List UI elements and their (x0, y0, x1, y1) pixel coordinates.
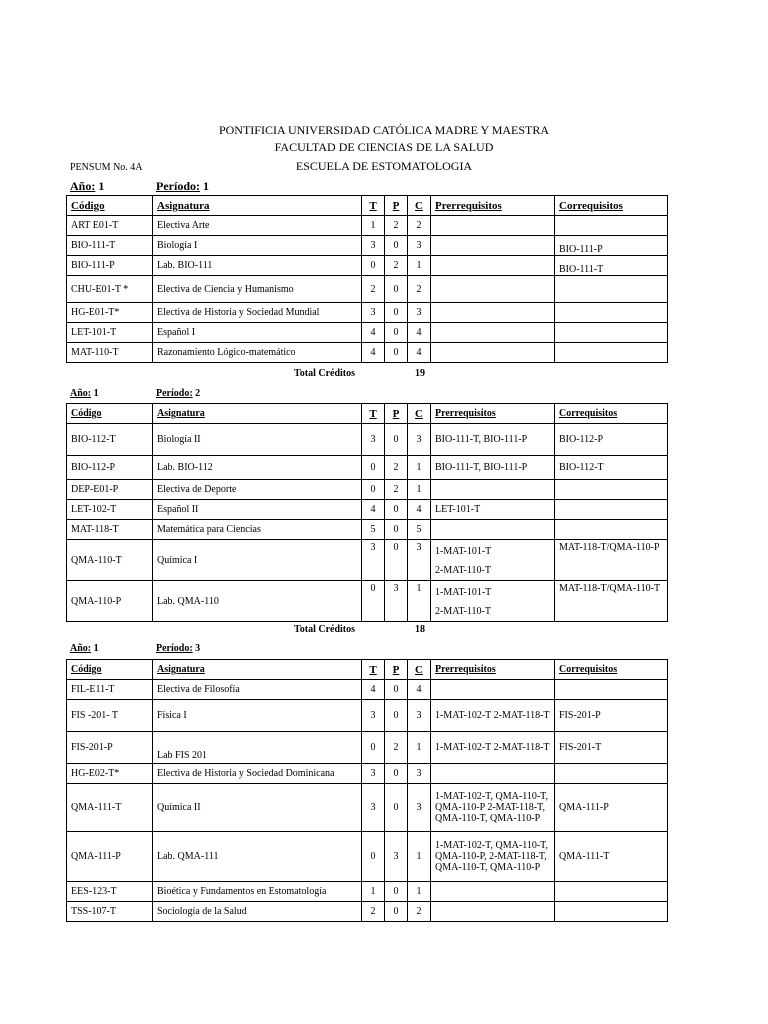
course-coreq (555, 500, 668, 520)
course-prereq (431, 882, 555, 902)
course-code: LET-102-T (67, 500, 153, 520)
course-coreq: FIS-201-P (555, 700, 668, 732)
course-coreq (555, 216, 668, 236)
col-p: P (385, 404, 408, 424)
course-name: Lab. BIO-111 (153, 256, 362, 276)
table-row (67, 700, 668, 732)
table-row (67, 902, 668, 922)
course-p: 2 (385, 480, 408, 500)
col-p: P (385, 196, 408, 216)
course-t: 1 (362, 882, 385, 902)
course-name: Matemática para Ciencias (153, 520, 362, 540)
course-p: 3 (385, 832, 408, 882)
period-value: 1 (203, 179, 209, 193)
course-c: 2 (408, 276, 431, 303)
course-p: 0 (385, 882, 408, 902)
course-name: Sociología de la Salud (153, 902, 362, 922)
table-row (67, 732, 668, 764)
table-row (67, 276, 668, 303)
course-p: 0 (385, 343, 408, 363)
total-credits-value-p2: 18 (415, 624, 425, 635)
course-code: TSS-107-T (67, 902, 153, 922)
course-code: QMA-110-T (67, 540, 153, 581)
course-p: 0 (385, 424, 408, 456)
course-code: QMA-111-P (67, 832, 153, 882)
course-code: BIO-112-P (67, 456, 153, 480)
course-c: 5 (408, 520, 431, 540)
table-row (67, 540, 668, 581)
course-t: 0 (362, 581, 385, 622)
course-t: 1 (362, 216, 385, 236)
course-t: 0 (362, 832, 385, 882)
course-p: 0 (385, 500, 408, 520)
course-c: 3 (408, 303, 431, 323)
course-prereq (431, 581, 555, 622)
course-code: EES-123-T (67, 882, 153, 902)
table-row (67, 256, 668, 276)
col-codigo: Código (67, 404, 153, 424)
course-p: 0 (385, 303, 408, 323)
course-name: Biología I (153, 236, 362, 256)
course-name: Español I (153, 323, 362, 343)
course-prereq: 1-MAT-102-T, QMA-110-T, QMA-110-P 2-MAT-118-T, QMA-110-T, QMA-110-P (431, 784, 555, 832)
course-name: Bioética y Fundamentos en Estomatología (153, 882, 362, 902)
col-correq: Correquisitos (555, 404, 668, 424)
col-c: C (408, 196, 431, 216)
table-row (67, 424, 668, 456)
course-p: 0 (385, 784, 408, 832)
course-p: 0 (385, 700, 408, 732)
course-coreq: BIO-111-P (555, 236, 668, 256)
course-coreq: BIO-112-T (555, 456, 668, 480)
course-code: FIS -201- T (67, 700, 153, 732)
table-row (67, 236, 668, 256)
course-name: Física I (153, 700, 362, 732)
header-row (67, 196, 668, 216)
course-prereq (431, 256, 555, 276)
table-row (67, 581, 668, 622)
col-c: C (408, 660, 431, 680)
col-asignatura: Asignatura (153, 404, 362, 424)
total-credits-label-p2: Total Créditos (294, 624, 356, 635)
course-c: 4 (408, 343, 431, 363)
course-coreq: QMA-111-T (555, 832, 668, 882)
course-name: Electiva de Historia y Sociedad Dominicana (153, 764, 362, 784)
course-prereq (431, 276, 555, 303)
header-row (67, 404, 668, 424)
year-label-p3 (70, 643, 99, 654)
course-t: 4 (362, 323, 385, 343)
course-coreq: QMA-111-P (555, 784, 668, 832)
school-title: ESCUELA DE ESTOMATOLOGIA (295, 159, 473, 173)
course-t: 3 (362, 540, 385, 581)
course-prereq (431, 216, 555, 236)
total-credits-value-p1: 19 (415, 368, 425, 379)
course-t: 0 (362, 256, 385, 276)
course-prereq: LET-101-T (431, 500, 555, 520)
course-name: Lab. QMA-111 (153, 832, 362, 882)
course-name: Lab FIS 201 (153, 732, 362, 764)
course-prereq (431, 343, 555, 363)
course-code: BIO-111-P (67, 256, 153, 276)
table-row (67, 832, 668, 882)
course-coreq: BIO-111-T (555, 256, 668, 276)
col-codigo: Código (67, 196, 153, 216)
period-3-table (66, 659, 668, 922)
course-c: 3 (408, 540, 431, 581)
course-code: QMA-110-P (67, 581, 153, 622)
course-c: 2 (408, 216, 431, 236)
course-c: 3 (408, 424, 431, 456)
course-prereq: 1-MAT-102-T 2-MAT-118-T (431, 732, 555, 764)
course-code: FIS-201-P (67, 732, 153, 764)
course-p: 0 (385, 323, 408, 343)
col-asignatura: Asignatura (153, 196, 362, 216)
course-code: HG-E02-T* (67, 764, 153, 784)
col-prerreq: Prerrequisitos (431, 196, 555, 216)
course-t: 5 (362, 520, 385, 540)
course-c: 4 (408, 323, 431, 343)
course-prereq (431, 902, 555, 922)
col-prerreq: Prerrequisitos (431, 404, 555, 424)
course-t: 2 (362, 276, 385, 303)
prereq-line-1: 1-MAT-101-T (435, 587, 492, 598)
course-coreq: MAT-118-T/QMA-110-T (555, 581, 668, 622)
course-c: 1 (408, 832, 431, 882)
year-value: 1 (93, 643, 99, 654)
course-t: 3 (362, 700, 385, 732)
course-code: DEP-E01-P (67, 480, 153, 500)
period-value: 2 (195, 388, 201, 399)
col-prerreq: Prerrequisitos (431, 660, 555, 680)
course-name: Electiva de Filosofía (153, 680, 362, 700)
course-c: 1 (408, 256, 431, 276)
total-credits-label-p1: Total Créditos (294, 368, 356, 379)
course-prereq (431, 520, 555, 540)
course-name: Electiva de Ciencia y Humanismo (153, 276, 362, 303)
table-row (67, 500, 668, 520)
course-coreq (555, 480, 668, 500)
period-2-table (66, 403, 668, 622)
course-name: Español II (153, 500, 362, 520)
period-word: Período: (156, 179, 200, 193)
period-label-p2 (156, 388, 200, 399)
course-coreq (555, 520, 668, 540)
pensum-number: PENSUM No. 4A (70, 162, 143, 173)
year-label-p2 (70, 388, 99, 399)
course-name: Electiva Arte (153, 216, 362, 236)
course-prereq (431, 764, 555, 784)
course-prereq (431, 323, 555, 343)
course-c: 3 (408, 764, 431, 784)
course-p: 0 (385, 520, 408, 540)
table-row (67, 520, 668, 540)
course-name: Lab. BIO-112 (153, 456, 362, 480)
course-coreq: MAT-118-T/QMA-110-P (555, 540, 668, 581)
course-coreq (555, 276, 668, 303)
col-correq: Correquisitos (555, 196, 668, 216)
university-title: PONTIFICIA UNIVERSIDAD CATÓLICA MADRE Y MAESTRA (218, 123, 550, 137)
course-code: MAT-110-T (67, 343, 153, 363)
course-name: Biología II (153, 424, 362, 456)
course-t: 0 (362, 732, 385, 764)
course-coreq (555, 303, 668, 323)
course-prereq: BIO-111-T, BIO-111-P (431, 456, 555, 480)
course-prereq (431, 680, 555, 700)
course-coreq: BIO-112-P (555, 424, 668, 456)
table-row (67, 764, 668, 784)
course-c: 1 (408, 480, 431, 500)
header-row (67, 660, 668, 680)
course-code: LET-101-T (67, 323, 153, 343)
course-p: 0 (385, 540, 408, 581)
year-word: Año: (70, 643, 92, 654)
period-word: Período: (156, 388, 193, 399)
course-c: 1 (408, 882, 431, 902)
course-c: 3 (408, 784, 431, 832)
table-row (67, 784, 668, 832)
course-coreq: FIS-201-T (555, 732, 668, 764)
course-c: 1 (408, 581, 431, 622)
course-coreq (555, 323, 668, 343)
course-name: Razonamiento Lógico-matemático (153, 343, 362, 363)
course-c: 4 (408, 680, 431, 700)
course-c: 3 (408, 700, 431, 732)
course-c: 4 (408, 500, 431, 520)
course-prereq (431, 480, 555, 500)
course-code: MAT-118-T (67, 520, 153, 540)
faculty-title: FACULTAD DE CIENCIAS DE LA SALUD (274, 140, 494, 154)
col-codigo: Código (67, 660, 153, 680)
table-row (67, 480, 668, 500)
course-coreq (555, 902, 668, 922)
period-label-p3 (156, 643, 200, 654)
table-row (67, 303, 668, 323)
course-p: 0 (385, 902, 408, 922)
course-prereq: BIO-111-T, BIO-111-P (431, 424, 555, 456)
course-p: 0 (385, 764, 408, 784)
year-word: Año: (70, 388, 92, 399)
course-prereq: 1-MAT-102-T 2-MAT-118-T (431, 700, 555, 732)
course-coreq (555, 882, 668, 902)
table-row (67, 680, 668, 700)
prereq-line-2: 2-MAT-110-T (435, 606, 491, 617)
course-t: 0 (362, 456, 385, 480)
course-coreq (555, 680, 668, 700)
col-t: T (362, 404, 385, 424)
course-coreq (555, 764, 668, 784)
course-t: 3 (362, 784, 385, 832)
prereq-line-1: 1-MAT-101-T (435, 546, 492, 557)
year-value: 1 (93, 388, 99, 399)
table-row (67, 343, 668, 363)
period-word: Período: (156, 643, 193, 654)
period-value: 3 (195, 643, 201, 654)
course-t: 3 (362, 303, 385, 323)
course-t: 3 (362, 424, 385, 456)
course-code: BIO-111-T (67, 236, 153, 256)
course-t: 4 (362, 343, 385, 363)
year-value: 1 (98, 179, 105, 193)
course-p: 0 (385, 680, 408, 700)
course-c: 1 (408, 456, 431, 480)
table-row (67, 456, 668, 480)
course-p: 2 (385, 216, 408, 236)
col-asignatura: Asignatura (153, 660, 362, 680)
course-c: 3 (408, 236, 431, 256)
course-t: 2 (362, 902, 385, 922)
course-p: 2 (385, 256, 408, 276)
col-t: T (362, 660, 385, 680)
course-prereq: 1-MAT-102-T, QMA-110-T, QMA-110-P, 2-MAT-118-T, QMA-110-T, QMA-110-P (431, 832, 555, 882)
course-t: 4 (362, 500, 385, 520)
period-1-table (66, 195, 668, 363)
col-correq: Correquisitos (555, 660, 668, 680)
course-p: 0 (385, 236, 408, 256)
col-t: T (362, 196, 385, 216)
course-t: 3 (362, 236, 385, 256)
course-name: Electiva de Deporte (153, 480, 362, 500)
course-name: Química I (153, 540, 362, 581)
course-t: 3 (362, 764, 385, 784)
year-label-p1 (70, 179, 104, 194)
table-row (67, 323, 668, 343)
course-c: 1 (408, 732, 431, 764)
course-p: 2 (385, 456, 408, 480)
course-code: CHU-E01-T * (67, 276, 153, 303)
table-row (67, 216, 668, 236)
course-coreq (555, 343, 668, 363)
period-label-p1 (156, 179, 209, 194)
course-name: Química II (153, 784, 362, 832)
course-t: 0 (362, 480, 385, 500)
course-prereq (431, 236, 555, 256)
course-code: QMA-111-T (67, 784, 153, 832)
col-p: P (385, 660, 408, 680)
course-prereq (431, 540, 555, 581)
course-prereq (431, 303, 555, 323)
year-word: Año: (70, 179, 96, 193)
table-row (67, 882, 668, 902)
course-code: HG-E01-T* (67, 303, 153, 323)
course-code: BIO-112-T (67, 424, 153, 456)
course-t: 4 (362, 680, 385, 700)
course-p: 0 (385, 276, 408, 303)
course-code: FIL-E11-T (67, 680, 153, 700)
prereq-line-2: 2-MAT-110-T (435, 565, 491, 576)
col-c: C (408, 404, 431, 424)
course-p: 2 (385, 732, 408, 764)
course-name: Electiva de Historia y Sociedad Mundial (153, 303, 362, 323)
course-p: 3 (385, 581, 408, 622)
course-name: Lab. QMA-110 (153, 581, 362, 622)
course-c: 2 (408, 902, 431, 922)
course-code: ART E01-T (67, 216, 153, 236)
